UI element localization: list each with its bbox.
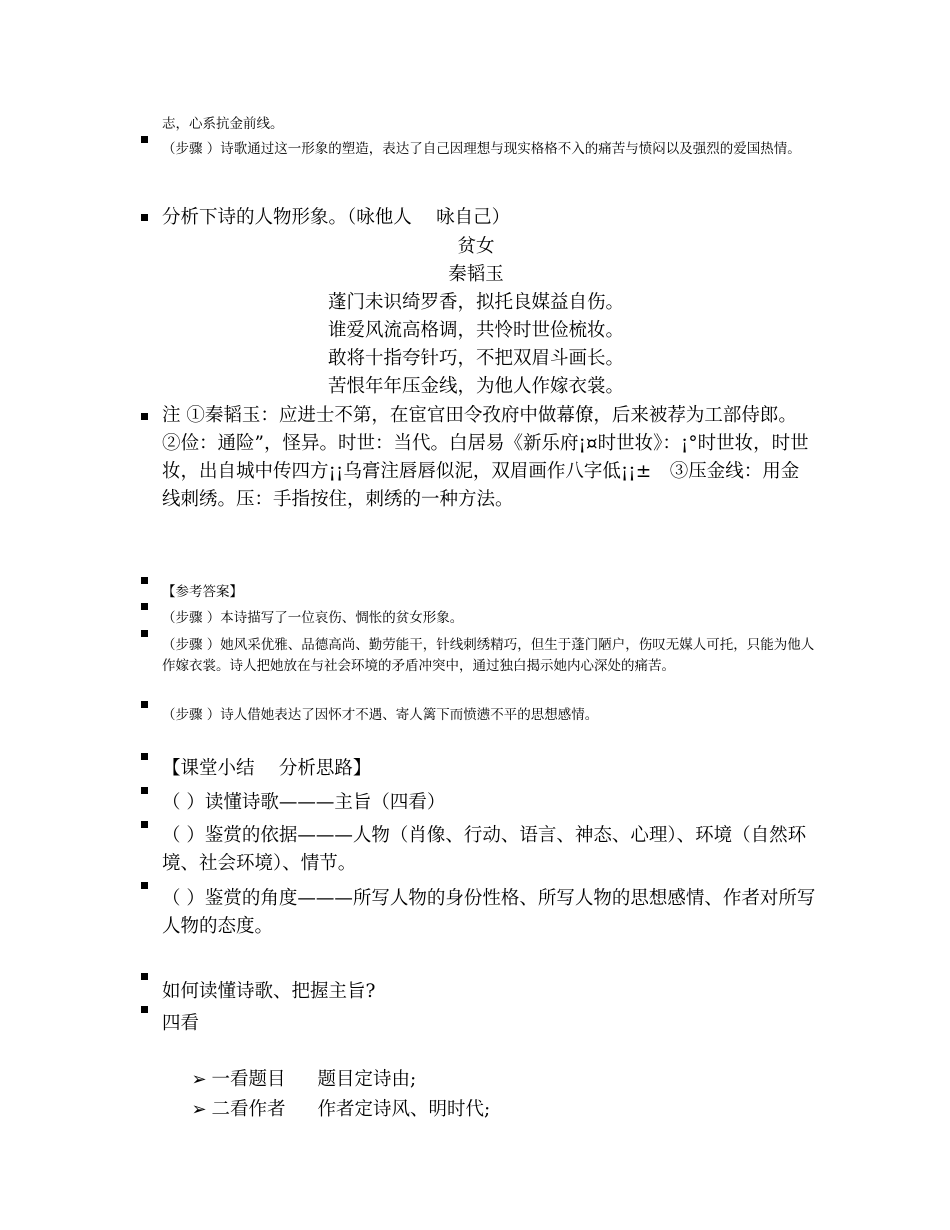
question-heading: 分析下诗的人物形象。（咏他人 咏自己）	[162, 207, 511, 228]
bullet	[141, 630, 148, 637]
look-label: 二看作者	[211, 1099, 286, 1120]
poem-line: 敢将十指夸针巧，不把双眉斗画长。	[327, 348, 624, 369]
bullet	[141, 821, 148, 828]
bullet	[141, 701, 148, 708]
four-looks-label: 四看	[162, 1013, 200, 1034]
summary-item: （ ）读懂诗歌———主旨（四看）	[162, 792, 446, 813]
look-desc: 题目定诗由;	[317, 1069, 417, 1090]
step-paragraph: （步骤 ）诗歌通过这一形象的塑造，表达了自己因理想与现实格格不入的痛苦与愤闷以及强烈的爱国热情。	[162, 141, 801, 157]
poem-line: 谁爱风流高格调，共怜时世俭梳妆。	[327, 320, 624, 341]
bullet	[141, 413, 148, 420]
answer-heading: 【参考答案】	[162, 584, 243, 600]
bullet	[141, 753, 148, 760]
bullet	[141, 214, 148, 221]
bullet	[141, 1006, 148, 1013]
summary-item: （ ）鉴赏的角度———所写人物的身份性格、所写人物的思想感情、作者对所写人物的态度。	[162, 888, 816, 937]
poem-line: 苦恨年年压金线，为他人作嫁衣裳。	[327, 376, 624, 397]
bullet	[141, 882, 148, 889]
bullet	[141, 136, 148, 143]
arrow-right-icon: ➢	[191, 1099, 207, 1120]
poem-note: 注 ①秦韬玉：应进士不第，在宦官田令孜府中做幕僚，后来被荐为工部侍郎。 ②俭：通险”，怪异。时世：当代。白居易《新乐府¡¤时世妆》：¡°时世妆，时世妆，出自城中传四方¡¡乌膏注唇唇似泥，双眉画作八字低¡¡± ③压金线：用金线刺绣。压：手指按住，刺绣的一种方法。	[162, 405, 809, 510]
bullet	[141, 577, 148, 584]
look-desc: 作者定诗风、明时代;	[317, 1099, 491, 1120]
answer-item: （步骤 ）诗人借她表达了因怀才不遇、寄人篱下而愤懑不平的思想感情。	[162, 707, 599, 723]
bullet	[141, 787, 148, 794]
look-label: 一看题目	[211, 1069, 286, 1090]
answer-item: （步骤 ）本诗描写了一位哀伤、惆怅的贫女形象。	[162, 610, 464, 626]
text-fragment: 志，心系抗金前线。	[162, 116, 284, 132]
look-item	[168, 1068, 490, 1152]
how-question: 如何读懂诗歌、把握主旨?	[162, 981, 376, 1002]
answer-item: （步骤 ）她风采优雅、品德高尚、勤劳能干，针线刺绣精巧，但生于蓬门陋户，伤叹无媒人可托，只能为他人作嫁衣裳。诗人把她放在与社会环境的矛盾冲突中，通过独白揭示她内心深处的痛苦。	[162, 637, 815, 674]
poem-line: 蓬门未识绮罗香，拟托良媒益自伤。	[327, 292, 624, 313]
poem-title: 贫女	[457, 236, 495, 257]
poem-author: 秦韬玉	[448, 264, 504, 285]
bullet	[141, 603, 148, 610]
arrow-right-icon: ➢	[191, 1069, 207, 1090]
summary-item: （ ）鉴赏的依据———人物（肖像、行动、语言、神态、心理）、环境（自然环境、社会环境）、情节。	[162, 825, 807, 874]
bullet	[141, 973, 148, 980]
summary-heading: 【课堂小结 分析思路】	[162, 758, 372, 779]
